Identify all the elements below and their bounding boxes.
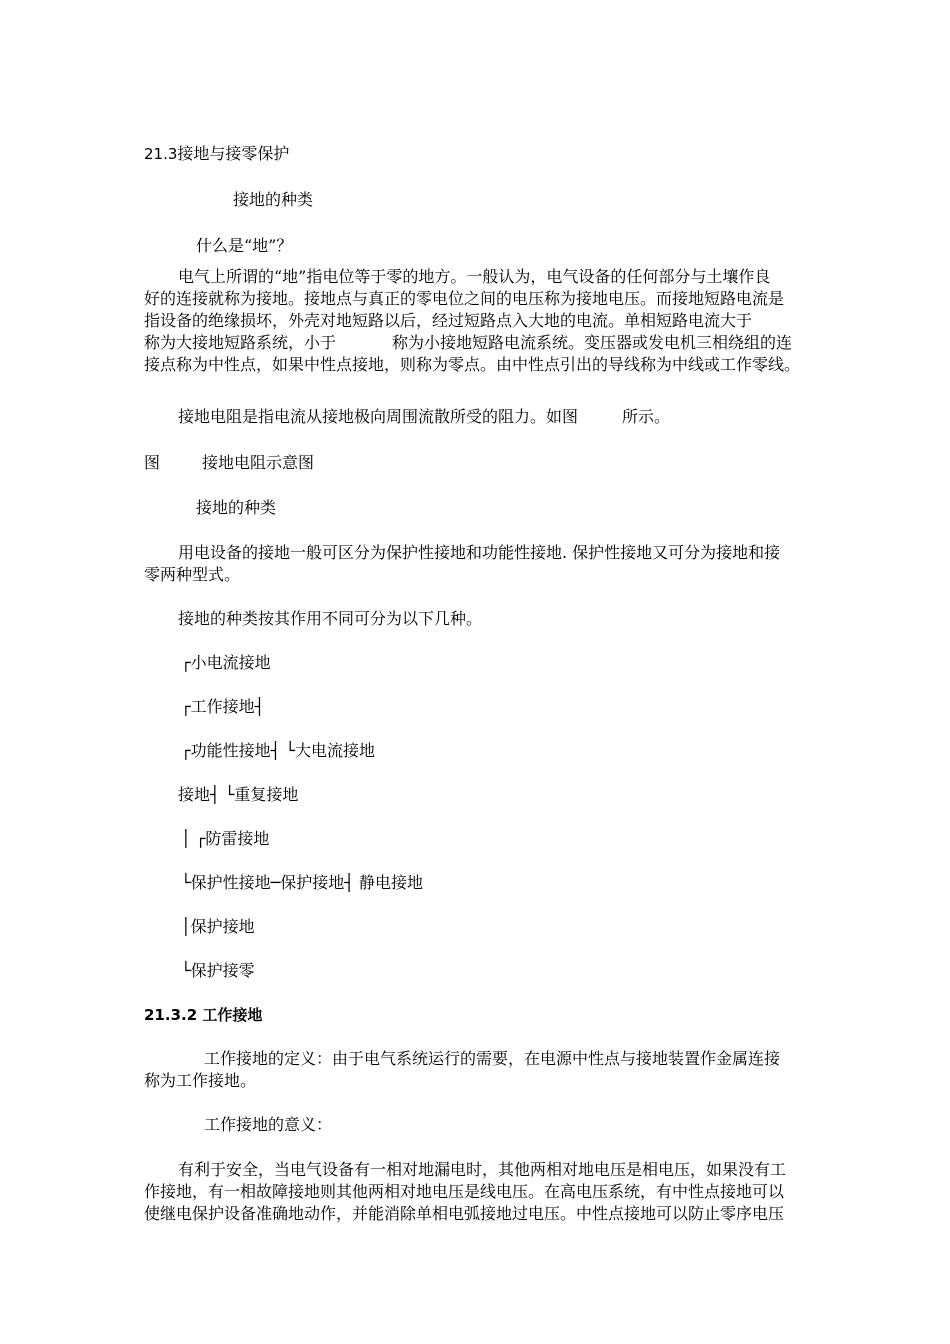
figure-label: 图 [144, 453, 161, 472]
para-ground-def-segment: 称为小接地短路电流系统。变压器或发电机三相绕组的连 [392, 333, 793, 352]
section-heading [144, 143, 289, 165]
work-meaning-heading: 工作接地的意义： [204, 1115, 333, 1134]
para-resistance-end: 所示。 [622, 407, 671, 426]
para-ground-def-line [144, 332, 792, 354]
section-title: 接地与接零保护 [177, 144, 290, 163]
tree-line: ┌功能性接地┤ └大电流接地 [181, 741, 375, 760]
heading-ground-types-2: 接地的种类 [196, 498, 277, 517]
para-ground-def-line: 接点称为中性点，如果中性点接地，则称为零点。由中性点引出的导线称为中线或工作零线。 [144, 355, 801, 374]
para-benefit-line: 使继电保护设备准确地动作，并能消除单相电弧接地过电压。中性点接地可以防止零序电压 [144, 1204, 785, 1223]
para-ground-def-line: 好的连接就称为接地。接地点与真正的零电位之间的电压称为接地电压。而接地短路电流是 [144, 289, 785, 308]
para-work-def-line: 称为工作接地。 [144, 1071, 257, 1090]
para-by-function: 接地的种类按其作用不同可分为以下几种。 [178, 609, 483, 628]
tree-line: └保护性接地─保护接地┤ 静电接地 [181, 873, 423, 892]
para-ground-def-segment: 称为大接地短路系统，小于 [144, 333, 337, 352]
para-ground-def-line: 电气上所谓的“地”指电位等于零的地方。一般认为，电气设备的任何部分与土壤作良 [178, 267, 771, 286]
figure-caption [144, 452, 314, 474]
figure-title: 接地电阻示意图 [202, 453, 315, 472]
para-classification-line: 用电设备的接地一般可区分为保护性接地和功能性接地. 保护性接地又可分为接地和接 [178, 543, 781, 562]
tree-line: │ ┌防雷接地 [181, 829, 270, 848]
para-benefit-line: 作接地，有一相故障接地则其他两相对地电压是线电压。在高电压系统，有中性点接地可以 [144, 1182, 785, 1201]
question-what-is-ground: 什么是“地”？ [196, 236, 293, 255]
tree-line: ┌工作接地┤ [181, 697, 265, 716]
para-benefit-line: 有利于安全，当电气设备有一相对地漏电时，其他两相对地电压是相电压，如果没有工 [178, 1160, 787, 1179]
tree-line: └保护接零 [181, 961, 255, 980]
heading-ground-types: 接地的种类 [233, 190, 314, 209]
para-resistance-text: 接地电阻是指电流从接地极向周围流散所受的阻力。如图 [178, 407, 579, 426]
para-work-def-line: 工作接地的定义：由于电气系统运行的需要，在电源中性点与接地装置作金属连接 [204, 1049, 781, 1068]
subsection-heading [144, 1004, 262, 1026]
tree-line: 接地┤ └重复接地 [178, 785, 299, 804]
tree-line: │保护接地 [181, 917, 255, 936]
para-resistance [178, 406, 670, 428]
para-classification-line: 零两种型式。 [144, 565, 241, 584]
section-number: 21.3 [144, 145, 178, 163]
subsection-title: 工作接地 [202, 1006, 263, 1024]
tree-line: ┌小电流接地 [181, 653, 271, 672]
subsection-number: 21.3.2 [144, 1006, 198, 1024]
para-ground-def-line: 指设备的绝缘损坏，外壳对地短路以后，经过短路点入大地的电流。单相短路电流大于 [144, 311, 753, 330]
